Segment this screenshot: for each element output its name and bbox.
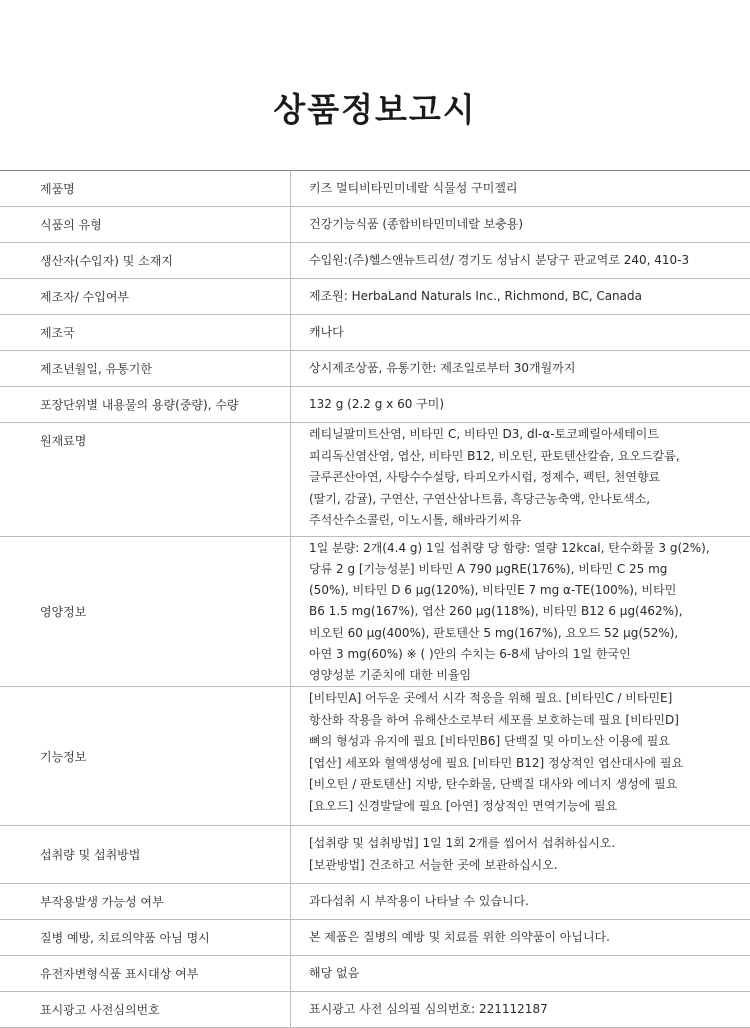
- row-label: 영양정보: [40, 605, 87, 619]
- row-label: 생산자(수입자) 및 소재지: [40, 254, 173, 268]
- row-value: [290, 315, 750, 350]
- value-line: 글루콘산아연, 사탕수수설탕, 타피오카시럽, 정제수, 펙틴, 천연향료: [309, 470, 661, 484]
- value-line: 해당 없음: [309, 965, 360, 980]
- row-value: [290, 884, 750, 919]
- row-value: [290, 826, 750, 883]
- value-line: 비오틴 60 μg(400%), 판토텐산 5 mg(167%), 요오드 52 μg(52%),: [309, 625, 679, 640]
- value-line: 키즈 멀티비타민미네랄 식물성 구미젤리: [309, 180, 518, 195]
- table-row: [0, 687, 750, 826]
- value-line: [비타민A] 어두운 곳에서 시각 적응을 위해 필요. [비타민C / 비타민E]: [309, 691, 673, 705]
- value-line: 건강기능식품 (종합비타민미네랄 보충용): [309, 216, 524, 231]
- row-label: 부작용발생 가능성 여부: [40, 895, 164, 909]
- row-value: [290, 992, 750, 1027]
- value-line: 과다섭취 시 부작용이 나타날 수 있습니다.: [309, 893, 529, 908]
- table-row: [0, 351, 750, 387]
- table-row: [0, 243, 750, 279]
- table-row: [0, 920, 750, 956]
- row-label: 섭취량 및 섭취방법: [40, 848, 141, 862]
- row-value: [290, 279, 750, 314]
- value-line: [보관방법] 건조하고 서늘한 곳에 보관하십시오.: [309, 857, 558, 872]
- value-line: 피리독신염산염, 엽산, 비타민 B12, 비오틴, 판토텐산칼슘, 요오드칼륨,: [309, 448, 680, 463]
- row-label: 식품의 유형: [40, 218, 102, 232]
- value-line: [섭취량 및 섭취방법] 1일 1회 2개를 씹어서 섭취하십시오.: [309, 836, 616, 850]
- table-row: [0, 279, 750, 315]
- value-line: [요오드] 신경발달에 필요 [아연] 정상적인 면역기능에 필요: [309, 798, 618, 813]
- value-line: 레티닐팔미트산염, 비타민 C, 비타민 D3, dl-α-토코페릴아세테이트: [309, 427, 659, 441]
- table-row: [0, 826, 750, 884]
- value-line: 캐나다: [309, 324, 344, 339]
- value-line: 아연 3 mg(60%) ※ ( )안의 수치는 6-8세 남아의 1일 한국인: [309, 646, 631, 661]
- value-line: 당류 2 g [기능성분] 비타민 A 790 μgRE(176%), 비타민 C 25 mg: [309, 562, 668, 577]
- row-label: 기능정보: [40, 749, 87, 764]
- value-line: [엽산] 세포와 혈액생성에 필요 [비타민 B12] 정상적인 엽산대사에 필요: [309, 755, 684, 770]
- row-label: 제품명: [40, 182, 75, 196]
- value-line: [비오틴 / 판토텐산] 지방, 탄수화물, 단백질 대사와 에너지 생성에 필요: [309, 777, 678, 791]
- value-line: 1일 분량: 2개(4.4 g) 1일 섭취량 당 함량: 열량 12kcal, 탄수화물 3 g(2%),: [309, 541, 710, 555]
- product-info-table: [0, 170, 750, 1028]
- value-line: 뼈의 형성과 유지에 필요 [비타민B6] 단백질 및 아미노산 이용에 필요: [309, 734, 670, 748]
- row-label: 질병 예방, 치료의약품 아님 명시: [40, 931, 210, 945]
- value-line: 본 제품은 질병의 예방 및 치료를 위한 의약품이 아닙니다.: [309, 929, 610, 944]
- value-line: 132 g (2.2 g x 60 구미): [309, 396, 445, 411]
- row-value: [290, 351, 750, 386]
- row-label: 표시광고 사전심의번호: [40, 1003, 160, 1017]
- value-line: 제조원: HerbaLand Naturals Inc., Richmond, BC, Canada: [309, 288, 642, 303]
- table-row: [0, 956, 750, 992]
- row-label: 제조국: [40, 326, 75, 340]
- row-value: [290, 207, 750, 242]
- value-line: 항산화 작용을 하여 유해산소로부터 세포를 보호하는데 필요 [비타민D]: [309, 712, 679, 727]
- row-label: 제조년월일, 유통기한: [40, 362, 152, 376]
- row-value: [290, 423, 750, 536]
- table-row: [0, 387, 750, 423]
- page-title: 상품정보고시: [273, 90, 477, 129]
- row-value: [290, 171, 750, 206]
- table-row: [0, 207, 750, 243]
- row-value: [290, 537, 750, 686]
- row-value: [290, 956, 750, 991]
- value-line: 수입원:(주)헬스앤뉴트리션/ 경기도 성남시 분당구 판교역로 240, 410-3: [309, 252, 690, 267]
- table-row: [0, 423, 750, 537]
- value-line: B6 1.5 mg(167%), 엽산 260 μg(118%), 비타민 B12 6 μg(462%),: [309, 604, 683, 619]
- row-label: 포장단위별 내용물의 용량(중량), 수량: [40, 398, 239, 412]
- row-value: [290, 687, 750, 825]
- row-label: 유전자변형식품 표시대상 여부: [40, 967, 199, 981]
- table-row: [0, 171, 750, 207]
- row-label: 원재료명: [40, 434, 87, 448]
- table-row: [0, 884, 750, 920]
- table-row: [0, 315, 750, 351]
- value-line: 영양성분 기준치에 대한 비율임: [309, 667, 472, 682]
- table-row: [0, 537, 750, 687]
- value-line: (50%), 비타민 D 6 μg(120%), 비타민E 7 mg α-TE(100%), 비타민: [309, 583, 677, 598]
- value-line: 주석산수소콜린, 이노시톨, 해바라기씨유: [309, 513, 522, 527]
- row-value: [290, 387, 750, 422]
- row-value: [290, 243, 750, 278]
- value-line: (딸기, 감귤), 구연산, 구연산삼나트륨, 흑당근농축액, 안나토색소,: [309, 491, 651, 506]
- value-line: 상시제조상품, 유통기한: 제조일로부터 30개월까지: [309, 360, 576, 375]
- value-line: 표시광고 사전 심의필 심의번호: 221112187: [309, 1001, 548, 1016]
- row-value: [290, 920, 750, 955]
- table-row: [0, 992, 750, 1028]
- row-label: 제조자/ 수입여부: [40, 290, 130, 304]
